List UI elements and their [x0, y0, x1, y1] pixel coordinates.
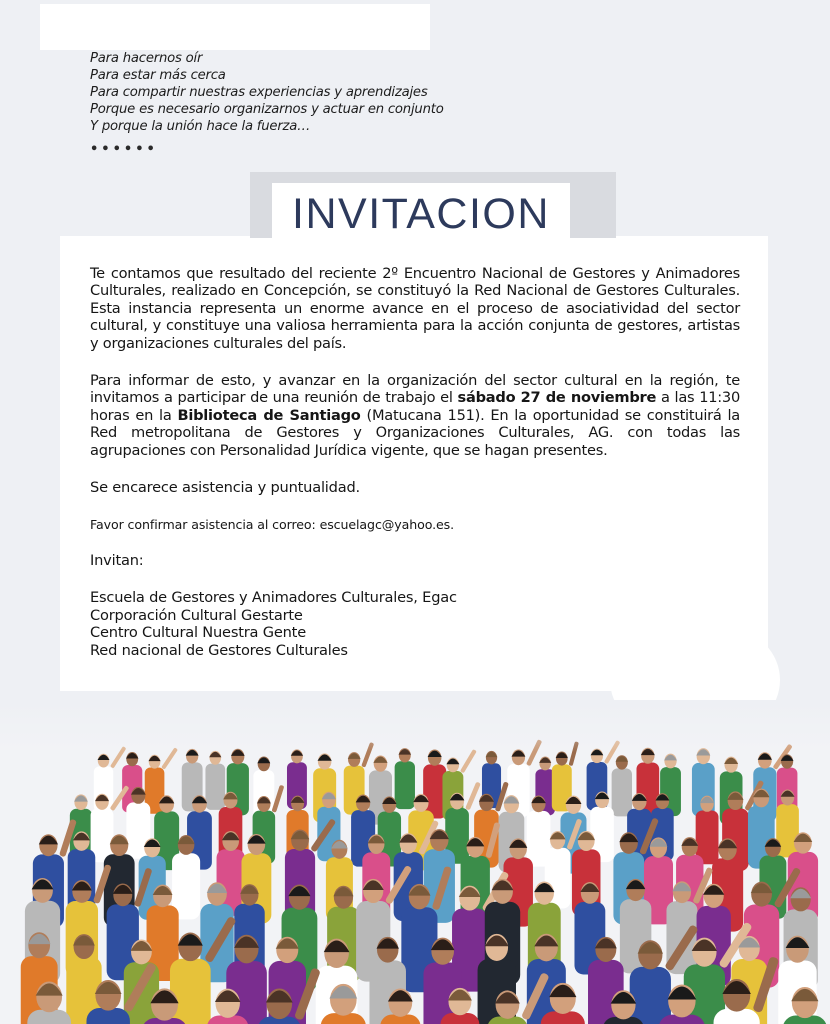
- meeting-text-3: (Matucana 151). En la oportunidad se constituirá la Red metropolitana de Gestores y Organizaciones Culturales, AG. con todas las agrupaciones con Personalidad Jurídica vigente, que se hagan presentes.: [90, 406, 741, 459]
- group-photo: [0, 700, 830, 1024]
- intro-line: Para estar más cerca: [90, 68, 226, 83]
- confirm-note: Favor confirmar asistencia al correo: escuelagc@yahoo.es.: [90, 517, 455, 533]
- paragraph-announcement: Te contamos que resultado del reciente 2º Encuentro Nacional de Gestores y Animadores Culturales, realizado en Concepción, se constituyó la Red Nacional de Gestores Culturales. Esta instancia representa un enorme avance en el proceso de asociatividad del sector cultural, y constituye una valiosa herramienta para la acción conjunta de gestores, artistas y organizaciones culturales del país.: [90, 265, 740, 352]
- paragraph-meeting: [90, 372, 740, 459]
- group-photo-image: [0, 700, 830, 1024]
- invitation-body: [90, 265, 740, 659]
- attendance-note: Se encarece asistencia y puntualidad.: [90, 479, 360, 497]
- page-title: INVITACION: [292, 190, 550, 238]
- meeting-text-2: a las 11:30 horas en la: [90, 389, 740, 424]
- dot-separator: ••••••: [90, 142, 158, 157]
- organization-item: Centro Cultural Nuestra Gente: [90, 624, 306, 642]
- intro-block: [90, 50, 444, 135]
- intro-line: Y porque la unión hace la fuerza…: [90, 119, 311, 134]
- intro-line: Para hacernos oír: [90, 51, 203, 66]
- intro-line: Porque es necesario organizarnos y actuar en conjunto: [90, 102, 444, 117]
- organization-item: Red nacional de Gestores Culturales: [90, 641, 348, 659]
- meeting-date: sábado 27 de noviembre: [457, 389, 657, 407]
- top-paper-patch: [40, 4, 430, 50]
- organizations-list: [90, 589, 740, 659]
- organization-item: Corporación Cultural Gestarte: [90, 606, 303, 624]
- meeting-venue: Biblioteca de Santiago: [177, 406, 361, 424]
- intro-line: Para compartir nuestras experiencias y aprendizajes: [90, 85, 428, 100]
- organization-item: Escuela de Gestores y Animadores Culturales, Egac: [90, 589, 457, 607]
- meeting-text-1: Para informar de esto, y avanzar en la organización del sector cultural en la región, te invitamos a participar de una reunión de trabajo el: [90, 372, 740, 407]
- invitan-label: Invitan:: [90, 551, 144, 569]
